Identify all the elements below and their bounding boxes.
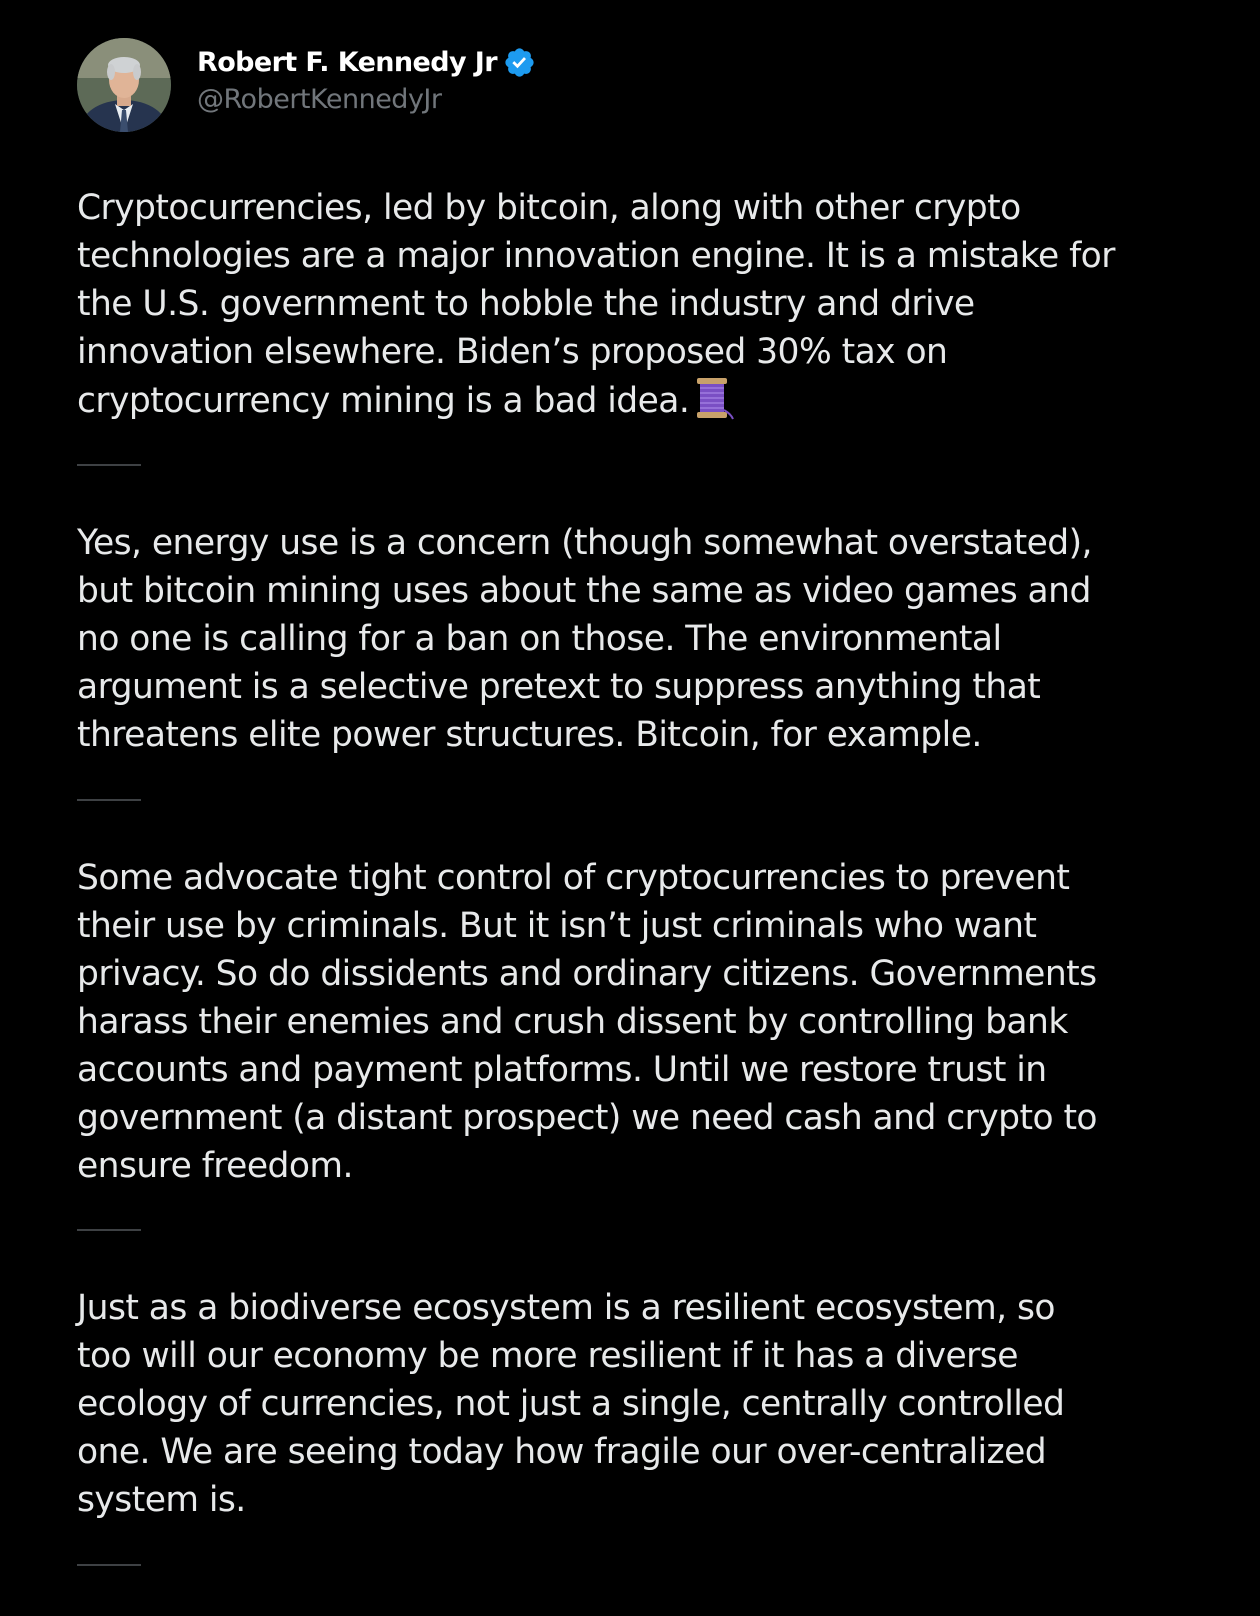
post-line: one. We are seeing today how fragile our over-centralized [77, 1432, 1047, 1472]
verified-badge-icon[interactable] [503, 46, 536, 79]
name-row [197, 44, 536, 80]
post-line: innovation elsewhere. Biden’s proposed 30% tax on [77, 332, 948, 372]
post-line-last [77, 376, 1217, 425]
author-display-name[interactable]: Robert F. Kennedy Jr [197, 46, 497, 78]
post-line: government (a distant prospect) we need cash and crypto to [77, 1098, 1097, 1138]
post-line: accounts and payment platforms. Until we restore trust in [77, 1050, 1047, 1090]
spool-of-thread-icon [693, 376, 735, 420]
post-line: technologies are a major innovation engine. It is a mistake for [77, 236, 1115, 276]
author-handle[interactable]: @RobertKennedyJr [197, 84, 442, 115]
post-line: Just as a biodiverse ecosystem is a resilient ecosystem, so [77, 1288, 1055, 1328]
post-line: ensure freedom. [77, 1146, 353, 1186]
avatar-image [77, 38, 171, 132]
post-line: ecology of currencies, not just a single, centrally controlled [77, 1384, 1065, 1424]
post-line: Some advocate tight control of cryptocurrencies to prevent [77, 858, 1070, 898]
tweet-header [77, 36, 1217, 132]
post-line: Yes, energy use is a concern (though somewhat overstated), [77, 523, 1092, 563]
avatar[interactable] [77, 38, 171, 132]
post-line: argument is a selective pretext to suppress anything that [77, 667, 1041, 707]
post-line: the U.S. government to hobble the industry and drive [77, 284, 975, 324]
thread-divider [77, 1564, 141, 1566]
thread-divider [77, 464, 141, 466]
post-line: too will our economy be more resilient if it has a diverse [77, 1336, 1018, 1376]
post-line: system is. [77, 1480, 246, 1520]
thread-post-1 [77, 184, 1217, 425]
thread-divider [77, 1229, 141, 1231]
thread-post-4 [77, 1284, 1217, 1524]
post-line: Cryptocurrencies, led by bitcoin, along with other crypto [77, 188, 1021, 228]
post-line: threatens elite power structures. Bitcoin, for example. [77, 715, 982, 755]
post-line: harass their enemies and crush dissent by controlling bank [77, 1002, 1068, 1042]
thread-divider [77, 799, 141, 801]
thread-post-3 [77, 854, 1217, 1190]
post-line: privacy. So do dissidents and ordinary citizens. Governments [77, 954, 1097, 994]
tweet-thread [77, 36, 1217, 1520]
post-line: but bitcoin mining uses about the same as video games and [77, 571, 1091, 611]
post-line-text: cryptocurrency mining is a bad idea. [77, 381, 690, 421]
thread-post-2 [77, 519, 1217, 759]
post-line: no one is calling for a ban on those. The environmental [77, 619, 1002, 659]
post-line: their use by criminals. But it isn’t just criminals who want [77, 906, 1037, 946]
author-info [197, 44, 536, 115]
